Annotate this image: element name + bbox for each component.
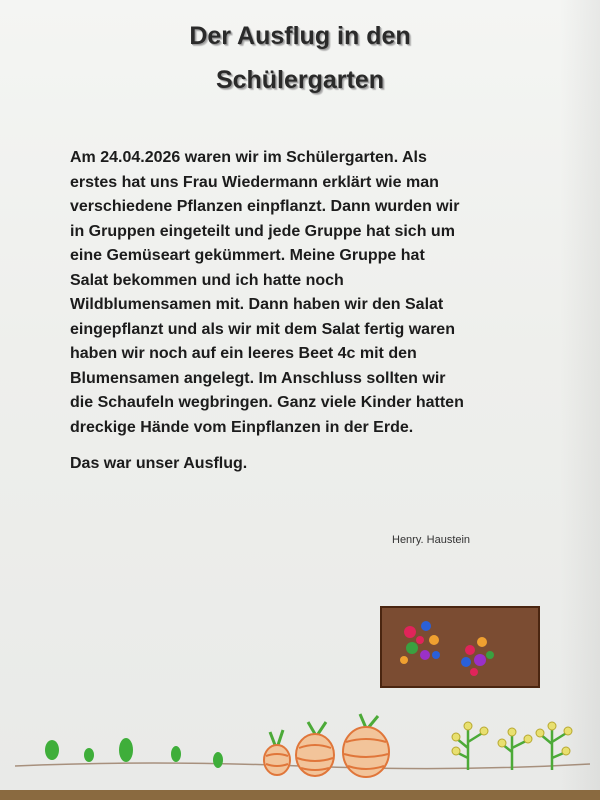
story-line: Wildblumensamen mit. Dann haben wir den Salat — [70, 296, 444, 313]
story-line: in Gruppen eingeteilt und jede Gruppe hat sich um — [70, 222, 455, 240]
closing-sentence: Das war unser Ausflug. — [70, 455, 248, 472]
story-line: Salat bekommen und ich hatte noch — [70, 271, 344, 289]
author-name: Henry. Haustein — [392, 534, 471, 546]
story-line: eine Gemüseart gekümmert. Meine Gruppe hat — [70, 247, 425, 264]
story-line: haben wir noch auf ein leeres Beet 4c mit den — [70, 345, 417, 362]
story-line: verschiedene Pflanzen einpflanzt. Dann wurden wir — [70, 198, 460, 215]
story-line: Am 24.04.2026 waren wir im Schülergarten. Als — [70, 149, 427, 166]
story-line: dreckige Hände vom Einpflanzen in der Erde. — [70, 418, 414, 436]
onion-drawing — [264, 714, 389, 777]
title-line-2: Schülergarten — [215, 66, 385, 94]
story-line: Blumensamen angelegt. Im Anschluss sollten wir — [70, 369, 446, 387]
story-line: erstes hat uns Frau Wiedermann erklärt wie man — [70, 173, 439, 191]
story-line: die Schaufeln wegbringen. Ganz viele Kinder hatten — [70, 394, 464, 411]
story-line: eingepflanzt und als wir mit dem Salat fertig waren — [70, 320, 455, 338]
title-line-1: Der Ausflug in den — [189, 22, 411, 50]
garden-bed-drawing — [381, 607, 539, 687]
